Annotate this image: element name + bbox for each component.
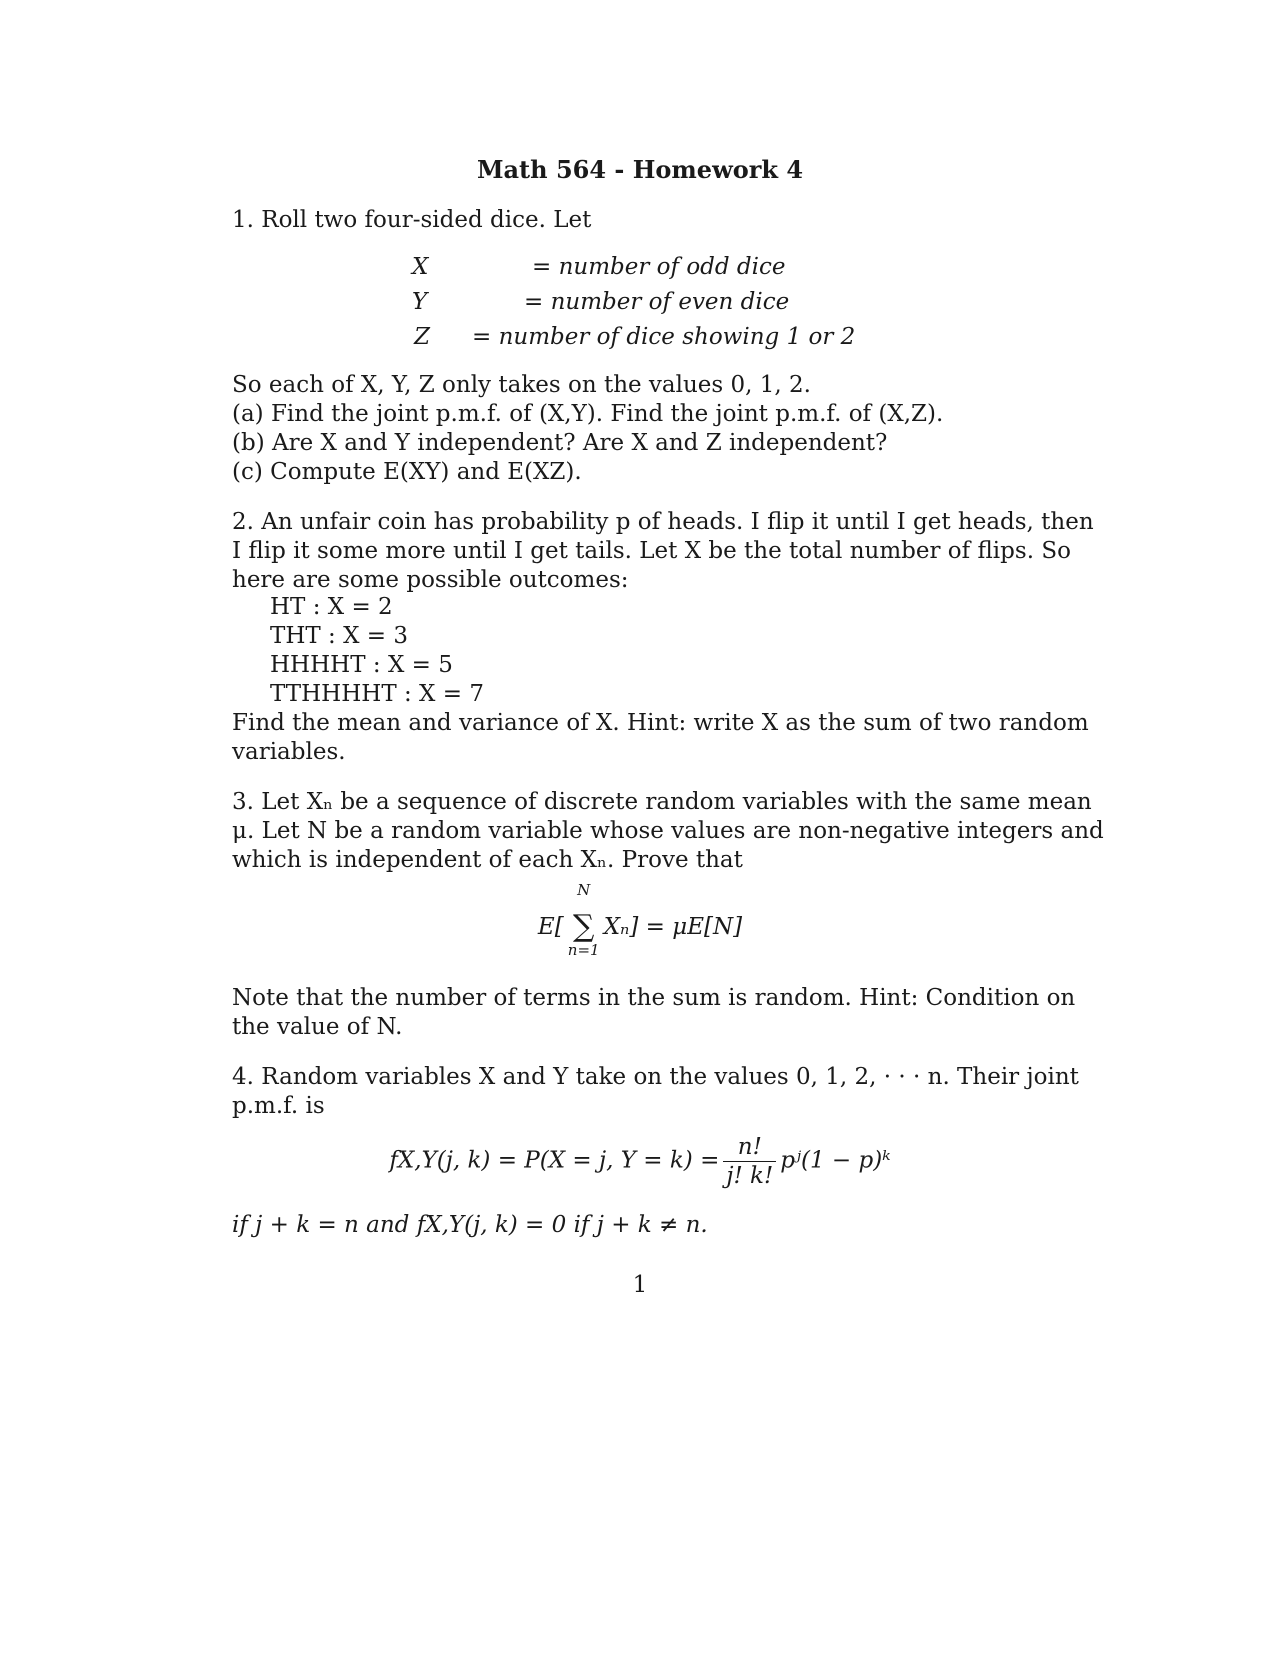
def-x-var: X (412, 254, 429, 280)
pmf-fraction-numerator: n! (723, 1133, 776, 1162)
pmf-fraction (723, 1133, 776, 1190)
page-number: 1 (632, 1272, 648, 1298)
def-y-eq: = number of even dice (524, 289, 790, 315)
outcome-4: TTHHHHT : X = 7 (270, 681, 484, 707)
outcome-3: HHHHT : X = 5 (270, 652, 453, 678)
def-x-eq: = number of odd dice (532, 254, 786, 280)
problem-1-part-b: (b) Are X and Y independent? Are X and Z independent? (232, 430, 888, 456)
sigma-block (564, 881, 604, 959)
problem-3-note-1: Note that the number of terms in the sum is random. Hint: Condition on (232, 985, 1076, 1011)
problem-2-task-1: Find the mean and variance of X. Hint: write X as the sum of two random (232, 710, 1089, 736)
problem-1-part-c: (c) Compute E(XY) and E(XZ). (232, 459, 582, 485)
sum-upper-limit: N (577, 881, 591, 899)
problem-2-line-2: I flip it some more until I get tails. Let X be the total number of flips. So (232, 538, 1071, 564)
problem-1-part-a: (a) Find the joint p.m.f. of (X,Y). Find the joint p.m.f. of (X,Z). (232, 401, 944, 427)
problem-3-note-2: the value of N. (232, 1014, 403, 1040)
problem-2-line-1: 2. An unfair coin has probability p of heads. I flip it until I get heads, then (232, 509, 1094, 535)
problem-3-line-3: which is independent of each Xₙ. Prove that (232, 847, 743, 873)
problem-4-condition: if j + k = n and fX,Y(j, k) = 0 if j + k ≠ n. (232, 1212, 708, 1238)
problem-4-line-1: 4. Random variables X and Y take on the values 0, 1, 2, · · · n. Their joint (232, 1064, 1079, 1090)
problem-3-line-2: μ. Let N be a random variable whose values are non-negative integers and (232, 818, 1104, 844)
outcome-1: HT : X = 2 (270, 594, 393, 620)
page-title: Math 564 - Homework 4 (476, 155, 804, 184)
sum-equation (232, 881, 1048, 959)
problem-2-task-2: variables. (232, 739, 346, 765)
def-z-eq: = number of dice showing 1 or 2 (472, 324, 856, 350)
pmf-fraction-denominator: j! k! (726, 1163, 774, 1189)
problem-2-line-3: here are some possible outcomes: (232, 567, 629, 593)
pmf-eq-right: pʲ(1 − p)ᵏ (780, 1147, 891, 1174)
sum-lower-limit: n=1 (567, 941, 600, 959)
problem-1-values: So each of X, Y, Z only takes on the values 0, 1, 2. (232, 372, 811, 398)
def-z-var: Z (414, 324, 430, 350)
problem-4-line-2: p.m.f. is (232, 1093, 325, 1119)
def-y-var: Y (412, 289, 428, 315)
problem-3-line-1: 3. Let Xₙ be a sequence of discrete random variables with the same mean (232, 789, 1092, 815)
pmf-eq-left: fX,Y(j, k) = P(X = j, Y = k) = (389, 1147, 720, 1174)
sum-eq-left: E[ (537, 914, 564, 940)
sigma-icon: ∑ (572, 909, 595, 944)
problem-1-intro: 1. Roll two four-sided dice. Let (232, 207, 592, 233)
outcome-2: THT : X = 3 (270, 623, 409, 649)
pmf-equation (232, 1133, 1048, 1190)
sum-eq-term: Xₙ] = μE[N] (603, 914, 743, 940)
